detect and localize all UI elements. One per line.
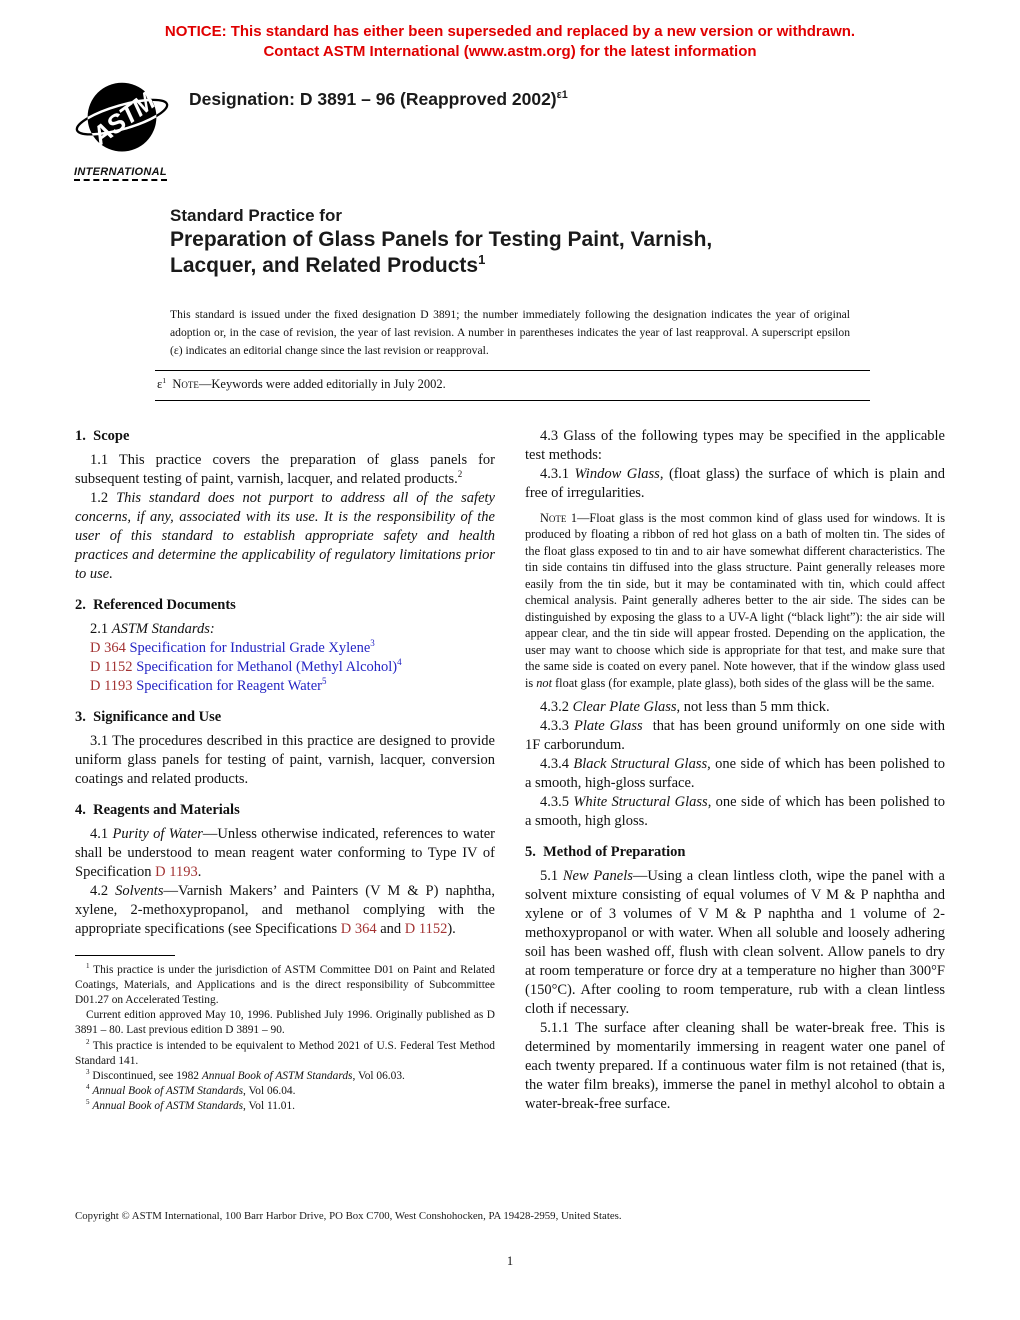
text-run: 1 — [86, 961, 90, 970]
text-run: 3 — [86, 1068, 90, 1077]
copyright-line: Copyright © ASTM International, 100 Barr Harbor Drive, PO Box C700, West Conshohocken, PA 19428-2959, United States. — [75, 1210, 622, 1222]
text-run: 4.3.3 — [540, 718, 575, 734]
text-run: 5.1 — [540, 868, 563, 884]
text-run: and — [376, 920, 405, 937]
text-run: , Vol 06.04. — [243, 1085, 296, 1098]
notice-line-1: NOTICE: This standard has either been superseded and replaced by a new version or withdrawn. — [164, 23, 856, 40]
text-run: , Vol 06.03. — [352, 1069, 405, 1082]
text-run: 4.3.2 — [540, 699, 573, 715]
text-run: Annual Book of ASTM Standards — [201, 1069, 353, 1082]
section-heading-scope — [75, 427, 495, 446]
left-column-content — [75, 427, 495, 939]
text-run: —Using a clean lintless cloth, wipe the panel with a solvent mixture consisting of equal volumes of V M & P naphtha and xylene or of 3 volumes of V M & P naphtha and 1 volume of 2-methoxypropanol or with water. When all soluble and loosely adhering soil has been washed off, flush with clean solvent. Allow panels to dry at room temperature or force dry at a temperature no higher than 300°F (150°C). After cooling to room temperature, rub with a clean lintless cloth if necessary. — [525, 868, 945, 1017]
footnote-line — [75, 963, 495, 1009]
text-run: Designation: D 3891 – 96 (Reapproved 2002) — [189, 89, 557, 109]
reference-line — [75, 658, 495, 677]
text-run: —Keywords were added editorially in July 2002. — [198, 376, 446, 391]
text-run: . — [197, 863, 202, 880]
text-run: , Vol 11.01. — [243, 1100, 296, 1113]
text-run: float glass (for example, plate glass), both sides of the glass will be the same. — [552, 675, 935, 690]
title-main-line-2 — [170, 253, 1020, 279]
masthead — [74, 77, 1020, 181]
text-run: 5 — [86, 1098, 90, 1107]
issuance-disclaimer: This standard is issued under the fixed designation D 3891; the number immediately following the designation indicates the year of original adoption or, in the case of revision, the year of last revision. A number in parentheses indicates the year of last reapproval. A superscript epsilon (ε) indicates an editorial change since the last revision or reapproval. — [170, 307, 850, 357]
body-paragraph — [525, 698, 945, 717]
body-paragraph — [75, 732, 495, 789]
title-kind: Standard Practice for — [170, 206, 342, 225]
body-paragraph — [525, 1019, 945, 1114]
text-run: 2 — [86, 1037, 90, 1046]
text-run: 4.3.1 — [540, 465, 575, 482]
section-heading-significance — [75, 708, 495, 727]
text-run: Clear Plate Glass — [572, 699, 677, 715]
text-run: Solvents — [115, 882, 164, 899]
doc-link[interactable]: D 1152 — [90, 658, 133, 675]
text-run: Lacquer, and Related Products — [170, 254, 479, 278]
body-paragraph — [525, 427, 945, 465]
doc-link[interactable]: 5 — [321, 675, 327, 686]
text-run: 4.1 — [90, 825, 113, 842]
text-run: ASTM Standards: — [111, 620, 215, 637]
body-paragraph — [525, 867, 945, 1019]
right-column — [525, 427, 945, 1115]
section-heading-method — [525, 843, 945, 862]
text-run: 4. Reagents and Materials — [75, 801, 240, 818]
footnote-line — [75, 1099, 495, 1114]
superseded-notice-banner — [0, 0, 1020, 61]
doc-link[interactable]: D 1152 — [404, 920, 448, 937]
page-number: 1 — [506, 1254, 514, 1268]
text-run: This practice is under the jurisdiction of ASTM Committee D01 on Paint and Related Coatings, Materials, and Applications and is the direct responsibility of Subcommittee D01.27 on Accelerated Testing. — [75, 963, 495, 1006]
text-run: 2 — [457, 468, 463, 479]
text-run: , one side of which has been polished to a smooth, high-gloss surface. — [525, 756, 945, 791]
text-run: 3. Significance and Use — [75, 708, 222, 725]
text-run: 1.2 — [90, 489, 117, 506]
footnotes — [75, 955, 495, 1115]
text-run: 1.1 This practice covers the preparation of glass panels for subsequent testing of paint, varnish, lacquer, and related products. — [75, 451, 495, 487]
astm-logo — [74, 77, 174, 181]
text-run: Note — [172, 376, 199, 391]
text-run: —Unless otherwise indicated, references to water shall be understood to mean reagent water conforming to Type IV of Specification — [75, 825, 495, 880]
text-run: —Varnish Makers’ and Painters (V M & P) naphtha, xylene, 2-methoxypropanol, and methanol complying with the appropriate specifications (see Specifications — [75, 882, 495, 937]
body-paragraph — [75, 882, 495, 939]
text-run: 1. Scope — [75, 427, 130, 444]
doc-link[interactable]: 4 — [397, 656, 402, 667]
body-paragraph — [525, 793, 945, 831]
doc-link[interactable]: D 1193 — [155, 863, 198, 880]
text-run: 1 — [162, 375, 167, 385]
text-run: 5. Method of Preparation — [525, 844, 686, 860]
text-run: 4.2 — [90, 882, 116, 899]
astm-logo-text: ASTM — [87, 87, 160, 151]
doc-link[interactable]: D 1193 — [90, 677, 133, 694]
text-run: Black Structural Glass — [573, 756, 708, 772]
footnotes-content — [75, 963, 495, 1115]
body-columns — [75, 427, 945, 1115]
reference-line — [75, 677, 495, 696]
body-paragraph — [75, 620, 495, 639]
text-run: Plate Glass — [574, 718, 643, 734]
body-paragraph — [525, 717, 945, 755]
text-run: White Structural Glass — [573, 794, 708, 810]
title-main-line-1: Preparation of Glass Panels for Testing Paint, Varnish, — [170, 228, 713, 252]
text-run: that has been ground uniformly on one side with 1F carborundum. — [525, 718, 946, 753]
doc-link[interactable]: Specification for Reagent Water — [136, 677, 322, 694]
body-paragraph — [75, 451, 495, 489]
designation-line — [189, 89, 568, 110]
note-paragraph — [525, 510, 945, 692]
text-run: 4 — [86, 1083, 90, 1092]
footnote-line — [75, 1008, 495, 1038]
notice-line-2: Contact ASTM International (www.astm.org) for the latest information — [263, 42, 757, 60]
text-run: Window Glass — [574, 465, 660, 482]
text-run: 2. Referenced Documents — [75, 596, 236, 613]
body-paragraph — [75, 489, 495, 584]
text-run: Current edition approved May 10, 1996. Published July 1996. Originally published as D 3891 – 80. Last previous edition D 3891 – 90. — [75, 1009, 495, 1037]
text-run: Note 1 — [540, 510, 578, 525]
text-run: , one side of which has been polished to a smooth, high gloss. — [525, 794, 945, 829]
right-column-content — [525, 427, 945, 1115]
editorial-note — [155, 370, 870, 401]
text-run: New Panels — [562, 868, 633, 884]
text-run: 3.1 The procedures described in this practice are designed to provide uniform glass panels for testing of paint, varnish, lacquer, conversion coatings and related products. — [75, 732, 495, 787]
doc-link[interactable]: Specification for Methanol (Methyl Alcohol) — [136, 658, 398, 675]
body-paragraph — [75, 825, 495, 882]
left-column — [75, 427, 495, 1115]
text-run: This standard does not purport to address all of the safety concerns, if any, associated with its use. It is the responsibility of the user of this standard to establish appropriate safety and health practices and determine the applicability of regulatory limitations prior to use. — [75, 489, 495, 582]
body-paragraph — [525, 755, 945, 793]
text-run: ε — [157, 376, 163, 391]
doc-link[interactable]: 3 — [370, 637, 375, 648]
astm-logo-subtext: INTERNATIONAL — [74, 166, 167, 181]
text-run: ε1 — [556, 89, 568, 102]
text-run: Discontinued, see 1982 — [89, 1069, 202, 1082]
footnote-line — [75, 1084, 495, 1099]
section-heading-referenced-documents — [75, 596, 495, 615]
text-run: 4.3 Glass of the following types may be specified in the applicable test methods: — [525, 427, 945, 463]
doc-link[interactable]: D 364 — [90, 639, 126, 656]
text-run: —Float glass is the most common kind of glass used for windows. It is produced by floating a ribbon of red hot glass on a bath of molten tin. The sides of the float glass exposed to tin and to air have somewhat different characteristics. The tin side contains tin diffused into the glass structure. Paint generally releases more easily from the tin side, but it may be contaminated with tin, which could affect chemical analysis. Paint generally adheres better to the air side. The sides can be distinguished by exposing the glass to a UV-A light (“black light”): the air side will appear clear, and the tin side will appear frosted. Depending on the application, the user may want to choose which side is appropriate for that test, and make sure that the same side is coated on every panel. Note however, that if the window glass used is — [525, 510, 945, 690]
text-run: Annual Book of ASTM Standards — [92, 1085, 243, 1098]
text-run: not — [536, 675, 552, 690]
document-title — [170, 205, 1020, 280]
footnote-line — [75, 1039, 495, 1069]
text-run: 1 — [478, 252, 486, 268]
text-run: 2.1 — [90, 620, 112, 637]
doc-link[interactable]: D 364 — [340, 920, 377, 937]
text-run: Purity of Water — [112, 825, 203, 842]
doc-link[interactable]: Specification for Industrial Grade Xylene — [129, 639, 371, 656]
astm-globe-icon — [74, 77, 170, 163]
body-paragraph — [525, 465, 945, 503]
text-run: This practice is intended to be equivalent to Method 2021 of U.S. Federal Test Method Standard 141. — [75, 1039, 495, 1067]
text-run: , not less than 5 mm thick. — [676, 699, 830, 715]
text-run: 4.3.5 — [540, 794, 574, 810]
text-run: ). — [447, 920, 456, 937]
text-run: 4.3.4 — [540, 756, 574, 772]
footnote-line — [75, 1069, 495, 1084]
text-run: 5.1.1 The surface after cleaning shall be water-break free. This is determined by momentarily immersing in reagent water one panel of each twenty prepared. If a continuous water film is not retained (that is, the water film breaks), immerse the panel in methyl alcohol to obtain a water-break-free surface. — [525, 1020, 945, 1112]
section-heading-reagents — [75, 801, 495, 820]
footnote-separator — [75, 955, 175, 956]
text-run: Annual Book of ASTM Standards — [92, 1100, 243, 1113]
text-run: , (float glass) the surface of which is plain and free of irregularities. — [525, 465, 946, 501]
reference-line — [75, 639, 495, 658]
